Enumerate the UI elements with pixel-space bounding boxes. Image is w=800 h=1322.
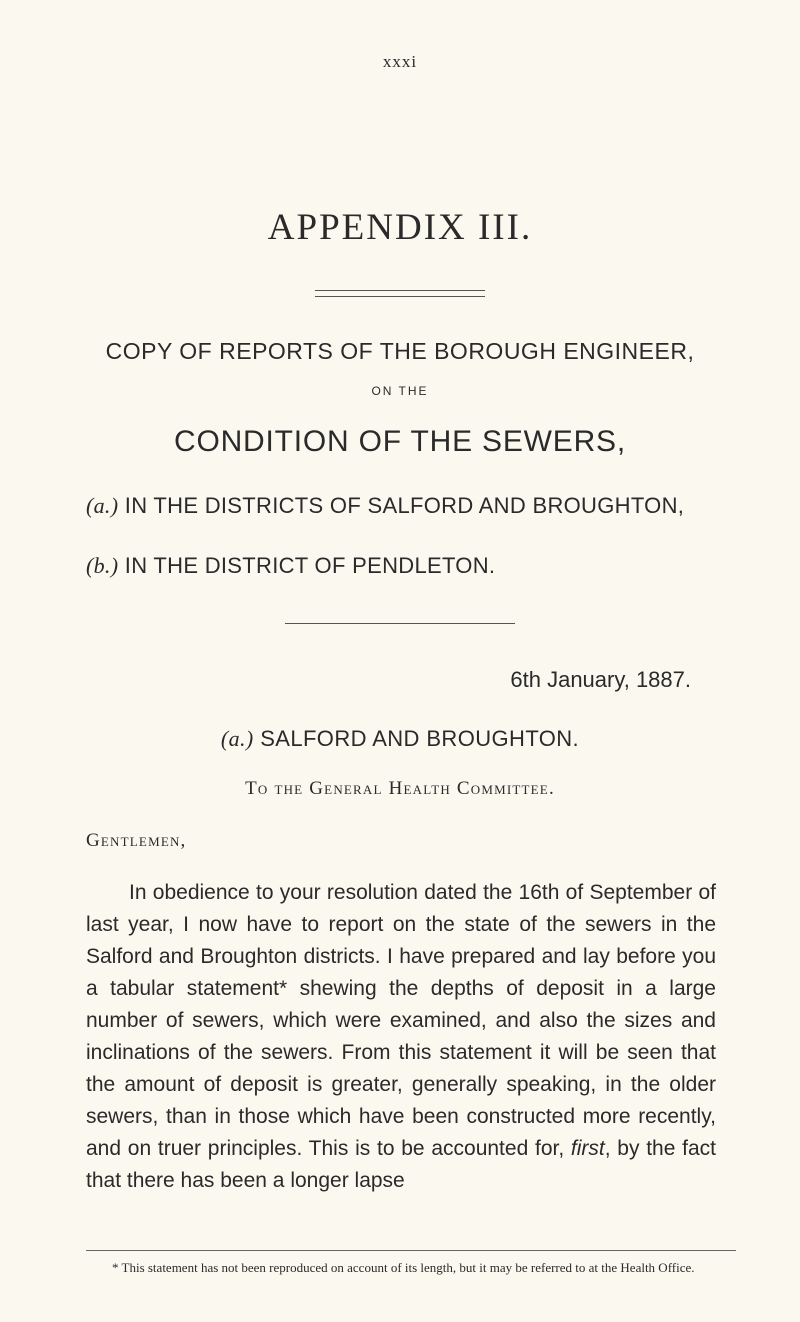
report-date: 6th January, 1887.: [510, 667, 691, 692]
district-a-mark: (a.): [86, 493, 119, 518]
page-number: xxxi: [382, 52, 418, 71]
body-text-part-2: , by the fact that there has been a longer lapse: [86, 1137, 716, 1192]
district-b-line: [86, 553, 495, 579]
double-rule-divider: [315, 290, 485, 297]
footnote-rule: [86, 1250, 736, 1251]
body-text-part-1: In obedience to your resolution dated the 16th of September of last year, I now have to report on the state of the sewers in the Salford and Broughton districts. I have prepared and lay before you a tabular statement* shewing the depths of deposit in a large number of sewers, which were examined, and also the sizes and inclinations of the sewers. From this statement it will be seen that the amount of deposit is greater, generally speaking, in the older sewers, than in those which have been constructed more recently, and on truer principles. This is to be accounted for,: [86, 881, 716, 1160]
heading-line-2: CONDITION OF THE SEWERS,: [173, 425, 626, 458]
district-a-text: IN THE DISTRICTS OF SALFORD AND BROUGHTON,: [124, 493, 685, 518]
address-line: To the General Health Committee.: [245, 778, 555, 799]
section-heading: [0, 726, 800, 752]
section-title: SALFORD AND BROUGHTON.: [260, 726, 580, 751]
footnote: * This statement has not been reproduced on account of its length, but it may be referred to at the Health Office.: [112, 1260, 695, 1275]
single-rule-divider: [285, 623, 515, 624]
body-text-emphasis: first: [570, 1137, 605, 1160]
appendix-title: APPENDIX III.: [267, 207, 533, 248]
section-mark: (a.): [220, 726, 254, 751]
heading-on-the: ON THE: [371, 384, 429, 398]
body-paragraph: [86, 877, 716, 1197]
district-b-text: IN THE DISTRICT OF PENDLETON.: [124, 553, 496, 578]
heading-line-1: COPY OF REPORTS OF THE BOROUGH ENGINEER,: [105, 338, 695, 364]
salutation: Gentlemen,: [86, 830, 187, 851]
district-b-mark: (b.): [86, 553, 119, 578]
district-a-line: [86, 493, 684, 519]
